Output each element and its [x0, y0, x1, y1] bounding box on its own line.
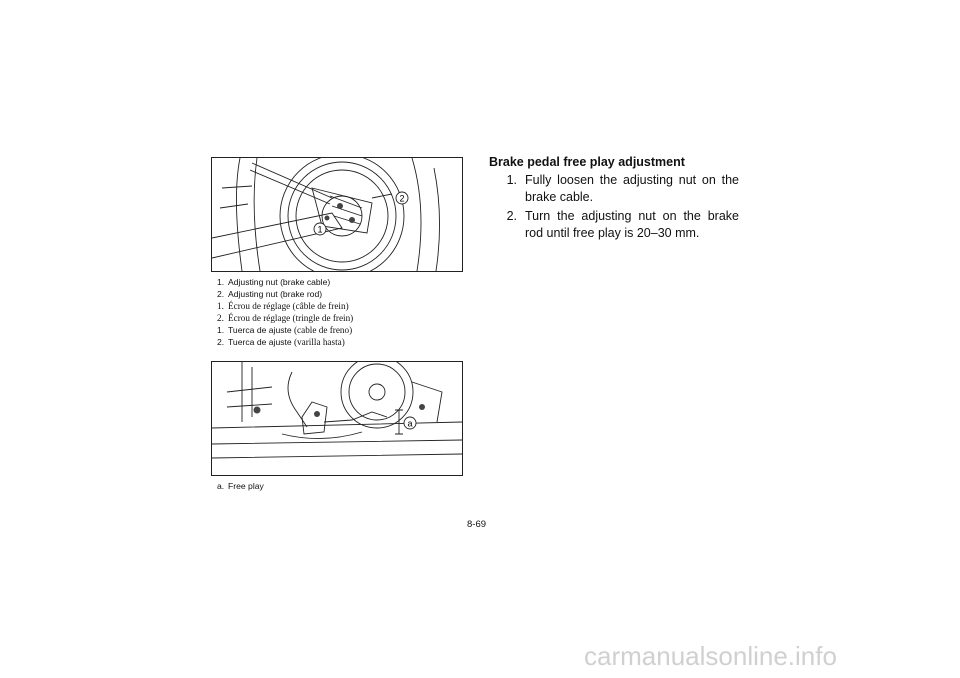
procedure-heading: Brake pedal free play adjustment — [489, 155, 685, 169]
procedure-step — [489, 208, 739, 242]
caption-free-play — [217, 480, 264, 492]
brake-pedal-free-play-illustration — [211, 361, 463, 476]
item-letter: a. — [217, 481, 225, 491]
item-number: 2. — [217, 313, 224, 323]
figure2-callouts — [212, 362, 462, 475]
caption-es-2-bold: Tuerca de ajuste — [228, 337, 292, 347]
callout-a: a — [407, 418, 413, 429]
procedure-steps — [489, 172, 739, 244]
step-text: Fully loosen the adjusting nut on the brake cable. — [525, 173, 739, 204]
watermark: carmanualsonline.info — [584, 641, 837, 671]
item-number: 1. — [217, 325, 225, 335]
caption-spanish — [217, 324, 352, 348]
caption-es-1-bold: Tuerca de ajuste — [228, 325, 292, 335]
caption-es-1-rest: (cable de freno) — [291, 325, 353, 335]
caption-english — [217, 276, 330, 300]
figure1-callouts — [212, 158, 462, 271]
step-number: 1. — [506, 173, 517, 187]
caption-es-2-rest: (varilla hasta) — [291, 337, 345, 347]
caption-fr-1: Écrou de réglage (câble de frein) — [228, 301, 349, 311]
caption-en-1: Adjusting nut (brake cable) — [228, 277, 331, 287]
item-number: 1. — [217, 277, 225, 287]
caption-en-2: Adjusting nut (brake rod) — [228, 289, 323, 299]
step-text: Turn the adjusting nut on the brake rod until free play is 20–30 mm. — [525, 209, 739, 240]
callout-2: 2 — [399, 193, 405, 204]
item-number: 2. — [217, 289, 225, 299]
procedure-step — [489, 172, 739, 206]
brake-adjusting-nuts-illustration — [211, 157, 463, 272]
caption-free-play-text: Free play — [228, 481, 264, 491]
page-number: 8-69 — [467, 519, 487, 530]
step-number: 2. — [506, 209, 517, 223]
caption-french — [217, 300, 353, 324]
item-number: 2. — [217, 337, 225, 347]
caption-fr-2: Écrou de réglage (tringle de frein) — [228, 313, 354, 323]
callout-1: 1 — [317, 224, 323, 235]
item-number: 1. — [217, 301, 224, 311]
